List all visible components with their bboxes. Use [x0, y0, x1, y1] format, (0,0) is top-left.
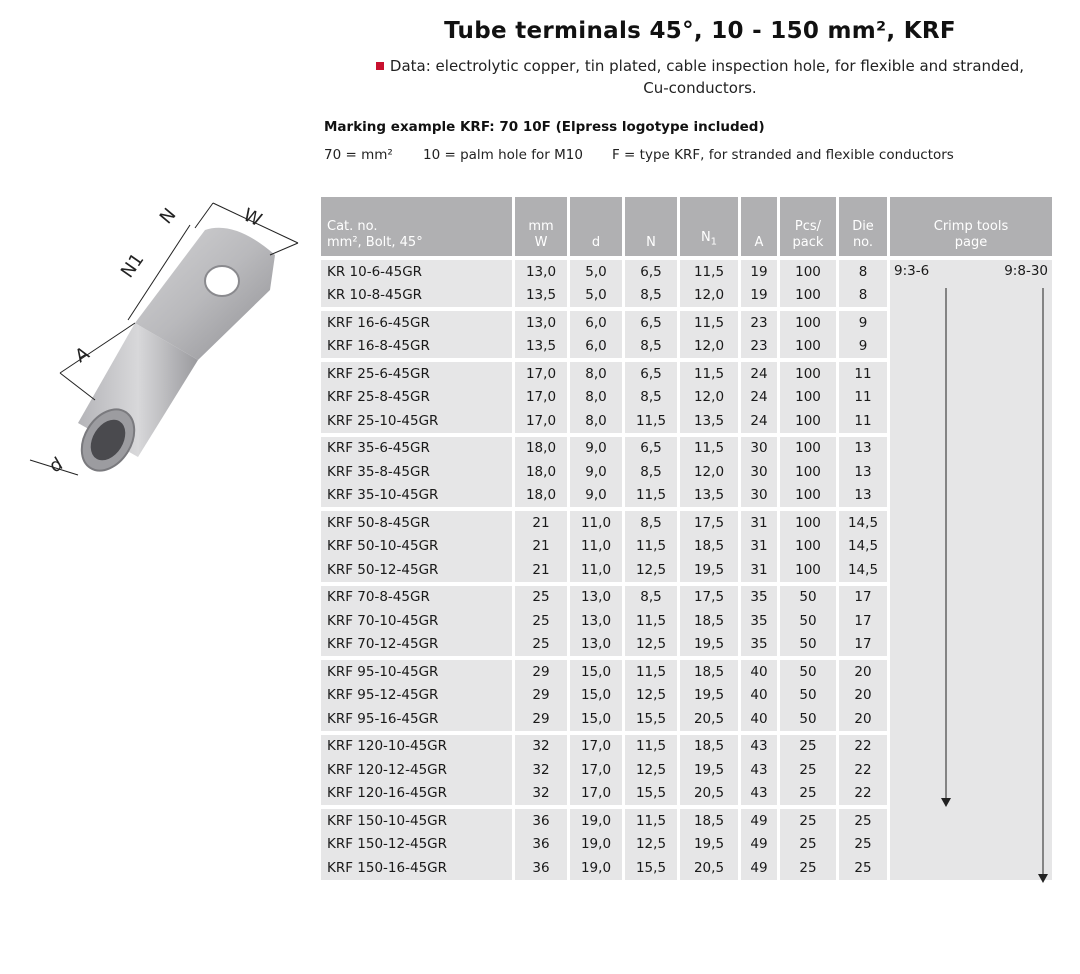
cell-d: 15,0 — [570, 707, 622, 731]
cell-n: 11,5 — [625, 609, 677, 633]
cell-n: 8,5 — [625, 335, 677, 359]
cell-die: 8 — [839, 284, 887, 308]
cell-die: 11 — [839, 409, 887, 433]
cell-n: 11,5 — [625, 409, 677, 433]
cell-n: 8,5 — [625, 284, 677, 308]
cell-pcs: 100 — [780, 284, 836, 308]
cell-cat: KRF 50-12-45GR — [321, 558, 512, 582]
cell-pcs: 50 — [780, 582, 836, 610]
cell-a: 24 — [741, 358, 777, 386]
cell-die: 22 — [839, 731, 887, 759]
marking-legend-type: F = type KRF, for stranded and flexible conductors — [612, 147, 954, 163]
header-cat-no: Cat. no. mm², Bolt, 45° — [321, 197, 512, 260]
header-die-no: Die no. — [839, 197, 887, 260]
cell-cat: KRF 95-12-45GR — [321, 684, 512, 708]
cell-die: 11 — [839, 358, 887, 386]
cell-d: 19,0 — [570, 805, 622, 833]
cell-d: 8,0 — [570, 386, 622, 410]
cell-cat: KRF 120-12-45GR — [321, 758, 512, 782]
cell-n1: 19,5 — [680, 684, 738, 708]
cell-d: 17,0 — [570, 731, 622, 759]
cell-n1: 19,5 — [680, 633, 738, 657]
cell-cat: KRF 35-6-45GR — [321, 433, 512, 461]
cell-a: 30 — [741, 433, 777, 461]
cell-die: 22 — [839, 782, 887, 806]
cell-n: 15,5 — [625, 782, 677, 806]
cell-n: 12,5 — [625, 684, 677, 708]
cell-pcs: 100 — [780, 409, 836, 433]
cell-a: 49 — [741, 856, 777, 880]
cell-a: 40 — [741, 707, 777, 731]
cell-cat: KRF 95-16-45GR — [321, 707, 512, 731]
cell-n: 8,5 — [625, 460, 677, 484]
cell-w: 13,0 — [515, 307, 567, 335]
cell-n1: 17,5 — [680, 582, 738, 610]
cell-cat: KR 10-8-45GR — [321, 284, 512, 308]
cell-cat: KRF 16-6-45GR — [321, 307, 512, 335]
cell-w: 17,0 — [515, 386, 567, 410]
cell-w: 25 — [515, 633, 567, 657]
cell-pcs: 100 — [780, 358, 836, 386]
cell-d: 19,0 — [570, 833, 622, 857]
cell-n1: 19,5 — [680, 758, 738, 782]
cell-d: 8,0 — [570, 409, 622, 433]
cell-pcs: 25 — [780, 856, 836, 880]
product-table — [318, 197, 1055, 880]
cell-d: 13,0 — [570, 582, 622, 610]
cell-n: 15,5 — [625, 856, 677, 880]
cell-pcs: 25 — [780, 805, 836, 833]
cell-d: 11,0 — [570, 558, 622, 582]
marking-example-title: Marking example KRF: 70 10F (Elpress logotype included) — [324, 119, 765, 135]
cell-w: 18,0 — [515, 484, 567, 508]
cell-n1: 18,5 — [680, 805, 738, 833]
cell-pcs: 100 — [780, 307, 836, 335]
cell-pcs: 100 — [780, 460, 836, 484]
cell-die: 13 — [839, 484, 887, 508]
cell-cat: KRF 150-12-45GR — [321, 833, 512, 857]
cell-a: 31 — [741, 535, 777, 559]
header-d: d — [570, 197, 622, 260]
cell-a: 49 — [741, 833, 777, 857]
cell-n1: 12,0 — [680, 460, 738, 484]
cell-die: 17 — [839, 633, 887, 657]
cell-w: 25 — [515, 609, 567, 633]
header-crimp-tools: Crimp tools page — [890, 197, 1052, 260]
cell-cat: KRF 120-16-45GR — [321, 782, 512, 806]
cell-die: 20 — [839, 684, 887, 708]
table-row — [321, 260, 1052, 284]
palm-hole — [205, 266, 239, 296]
cell-d: 13,0 — [570, 633, 622, 657]
cell-n: 8,5 — [625, 507, 677, 535]
cell-n: 12,5 — [625, 633, 677, 657]
cell-w: 21 — [515, 535, 567, 559]
cell-a: 35 — [741, 609, 777, 633]
cell-a: 35 — [741, 633, 777, 657]
cell-w: 32 — [515, 782, 567, 806]
cell-w: 18,0 — [515, 460, 567, 484]
dimension-a-label: A — [71, 342, 94, 368]
cell-cat: KRF 150-16-45GR — [321, 856, 512, 880]
cell-die: 14,5 — [839, 558, 887, 582]
cell-n1: 13,5 — [680, 409, 738, 433]
cell-cat: KRF 25-10-45GR — [321, 409, 512, 433]
cell-w: 21 — [515, 507, 567, 535]
cell-a: 24 — [741, 386, 777, 410]
crimp-tool-page-left: 9:3-6 — [894, 263, 930, 279]
cell-n1: 20,5 — [680, 707, 738, 731]
cell-cat: KRF 95-10-45GR — [321, 656, 512, 684]
cell-cat: KRF 25-6-45GR — [321, 358, 512, 386]
cell-a: 19 — [741, 284, 777, 308]
cell-pcs: 100 — [780, 386, 836, 410]
cell-d: 9,0 — [570, 460, 622, 484]
cell-n: 6,5 — [625, 433, 677, 461]
cell-cat: KRF 35-10-45GR — [321, 484, 512, 508]
cell-die: 20 — [839, 656, 887, 684]
cell-cat: KRF 50-10-45GR — [321, 535, 512, 559]
cell-d: 9,0 — [570, 484, 622, 508]
cell-n1: 18,5 — [680, 609, 738, 633]
dimension-n1-label: N1 — [116, 249, 149, 282]
cell-n1: 11,5 — [680, 433, 738, 461]
description-line-2: Cu-conductors. — [643, 79, 757, 97]
cell-d: 17,0 — [570, 782, 622, 806]
dimension-w-label: W — [239, 204, 265, 232]
header-n: N — [625, 197, 677, 260]
dimension-n-label: N — [155, 204, 181, 229]
cell-cat: KRF 70-10-45GR — [321, 609, 512, 633]
cell-d: 5,0 — [570, 284, 622, 308]
cell-w: 29 — [515, 707, 567, 731]
cell-n1: 19,5 — [680, 558, 738, 582]
dimension-d-label: d — [46, 453, 67, 478]
cell-die: 17 — [839, 609, 887, 633]
cell-a: 19 — [741, 260, 777, 284]
cell-a: 30 — [741, 484, 777, 508]
cell-pcs: 50 — [780, 633, 836, 657]
cell-n: 6,5 — [625, 260, 677, 284]
cell-pcs: 100 — [780, 535, 836, 559]
cell-w: 13,5 — [515, 335, 567, 359]
cell-w: 32 — [515, 731, 567, 759]
cell-a: 49 — [741, 805, 777, 833]
cell-pcs: 100 — [780, 558, 836, 582]
cell-w: 29 — [515, 656, 567, 684]
cell-pcs: 100 — [780, 335, 836, 359]
red-bullet-icon — [376, 62, 384, 70]
header-w: mm W — [515, 197, 567, 260]
marking-legend-mm: 70 = mm² — [324, 147, 393, 163]
product-description — [320, 55, 1080, 99]
cell-die: 14,5 — [839, 535, 887, 559]
cell-w: 36 — [515, 856, 567, 880]
cell-d: 11,0 — [570, 535, 622, 559]
cell-cat: KRF 150-10-45GR — [321, 805, 512, 833]
cell-pcs: 100 — [780, 433, 836, 461]
cell-n: 6,5 — [625, 307, 677, 335]
cell-die: 20 — [839, 707, 887, 731]
cell-w: 13,5 — [515, 284, 567, 308]
cell-n1: 12,0 — [680, 284, 738, 308]
cell-n: 12,5 — [625, 758, 677, 782]
cell-die: 14,5 — [839, 507, 887, 535]
cell-d: 9,0 — [570, 433, 622, 461]
cell-d: 5,0 — [570, 260, 622, 284]
description-line-1: Data: electrolytic copper, tin plated, cable inspection hole, for flexible and stranded, — [389, 57, 1025, 75]
cell-n1: 11,5 — [680, 307, 738, 335]
cell-die: 13 — [839, 460, 887, 484]
cell-a: 43 — [741, 731, 777, 759]
cell-a: 23 — [741, 307, 777, 335]
cell-n: 6,5 — [625, 358, 677, 386]
cell-die: 25 — [839, 833, 887, 857]
cell-n: 11,5 — [625, 805, 677, 833]
cell-w: 36 — [515, 833, 567, 857]
cell-n1: 18,5 — [680, 535, 738, 559]
cell-d: 6,0 — [570, 307, 622, 335]
cell-cat: KRF 120-10-45GR — [321, 731, 512, 759]
cell-n: 11,5 — [625, 535, 677, 559]
cell-cat: KRF 70-8-45GR — [321, 582, 512, 610]
cell-d: 19,0 — [570, 856, 622, 880]
cell-d: 6,0 — [570, 335, 622, 359]
cell-pcs: 50 — [780, 707, 836, 731]
cell-die: 17 — [839, 582, 887, 610]
cell-n1: 11,5 — [680, 358, 738, 386]
cell-a: 31 — [741, 507, 777, 535]
cell-a: 40 — [741, 684, 777, 708]
cell-w: 21 — [515, 558, 567, 582]
cell-n: 12,5 — [625, 833, 677, 857]
cell-cat: KRF 70-12-45GR — [321, 633, 512, 657]
cell-w: 18,0 — [515, 433, 567, 461]
cell-n1: 12,0 — [680, 335, 738, 359]
cell-cat: KR 10-6-45GR — [321, 260, 512, 284]
cell-die: 13 — [839, 433, 887, 461]
cell-pcs: 25 — [780, 758, 836, 782]
cell-pcs: 100 — [780, 507, 836, 535]
terminal-illustration — [20, 195, 305, 495]
cell-n: 15,5 — [625, 707, 677, 731]
cell-cat: KRF 25-8-45GR — [321, 386, 512, 410]
cell-n1: 18,5 — [680, 731, 738, 759]
table-body — [321, 260, 1052, 880]
header-pcs-pack: Pcs/ pack — [780, 197, 836, 260]
cell-die: 9 — [839, 335, 887, 359]
cell-n1: 11,5 — [680, 260, 738, 284]
cell-n1: 20,5 — [680, 782, 738, 806]
page-title: Tube terminals 45°, 10 - 150 mm², KRF — [444, 18, 956, 44]
cell-pcs: 25 — [780, 833, 836, 857]
cell-pcs: 50 — [780, 609, 836, 633]
cell-cat: KRF 50-8-45GR — [321, 507, 512, 535]
cell-a: 40 — [741, 656, 777, 684]
table-header-row — [321, 197, 1052, 260]
marking-legend-palm-hole: 10 = palm hole for M10 — [423, 147, 583, 163]
cell-n: 12,5 — [625, 558, 677, 582]
cell-d: 11,0 — [570, 507, 622, 535]
cell-a: 31 — [741, 558, 777, 582]
cell-d: 13,0 — [570, 609, 622, 633]
cell-n1: 19,5 — [680, 833, 738, 857]
cell-pcs: 100 — [780, 260, 836, 284]
cell-pcs: 50 — [780, 656, 836, 684]
cell-w: 17,0 — [515, 409, 567, 433]
cell-d: 15,0 — [570, 684, 622, 708]
cell-die: 25 — [839, 805, 887, 833]
cell-die: 25 — [839, 856, 887, 880]
cell-w: 29 — [515, 684, 567, 708]
cell-n1: 12,0 — [680, 386, 738, 410]
cell-cat: KRF 35-8-45GR — [321, 460, 512, 484]
cell-n1: 18,5 — [680, 656, 738, 684]
cell-pcs: 100 — [780, 484, 836, 508]
cell-d: 15,0 — [570, 656, 622, 684]
cell-w: 32 — [515, 758, 567, 782]
cell-a: 23 — [741, 335, 777, 359]
cell-cat: KRF 16-8-45GR — [321, 335, 512, 359]
cell-die: 8 — [839, 260, 887, 284]
cell-d: 8,0 — [570, 358, 622, 386]
cell-a: 43 — [741, 782, 777, 806]
cell-a: 24 — [741, 409, 777, 433]
cell-n1: 20,5 — [680, 856, 738, 880]
header-a: A — [741, 197, 777, 260]
cell-n1: 17,5 — [680, 507, 738, 535]
cell-n: 11,5 — [625, 731, 677, 759]
cell-die: 9 — [839, 307, 887, 335]
cell-a: 35 — [741, 582, 777, 610]
cell-w: 17,0 — [515, 358, 567, 386]
cell-pcs: 25 — [780, 782, 836, 806]
cell-w: 25 — [515, 582, 567, 610]
cell-n1: 13,5 — [680, 484, 738, 508]
cell-pcs: 25 — [780, 731, 836, 759]
cell-n: 11,5 — [625, 656, 677, 684]
crimp-tools-cell — [890, 260, 1052, 880]
cell-d: 17,0 — [570, 758, 622, 782]
cell-die: 11 — [839, 386, 887, 410]
cell-pcs: 50 — [780, 684, 836, 708]
cell-w: 13,0 — [515, 260, 567, 284]
cell-n: 8,5 — [625, 386, 677, 410]
cell-n: 8,5 — [625, 582, 677, 610]
cell-a: 30 — [741, 460, 777, 484]
cell-die: 22 — [839, 758, 887, 782]
cell-w: 36 — [515, 805, 567, 833]
crimp-tool-page-right: 9:8-30 — [1004, 263, 1048, 279]
header-n1: $N_1$ — [680, 197, 738, 260]
cell-a: 43 — [741, 758, 777, 782]
cell-n: 11,5 — [625, 484, 677, 508]
